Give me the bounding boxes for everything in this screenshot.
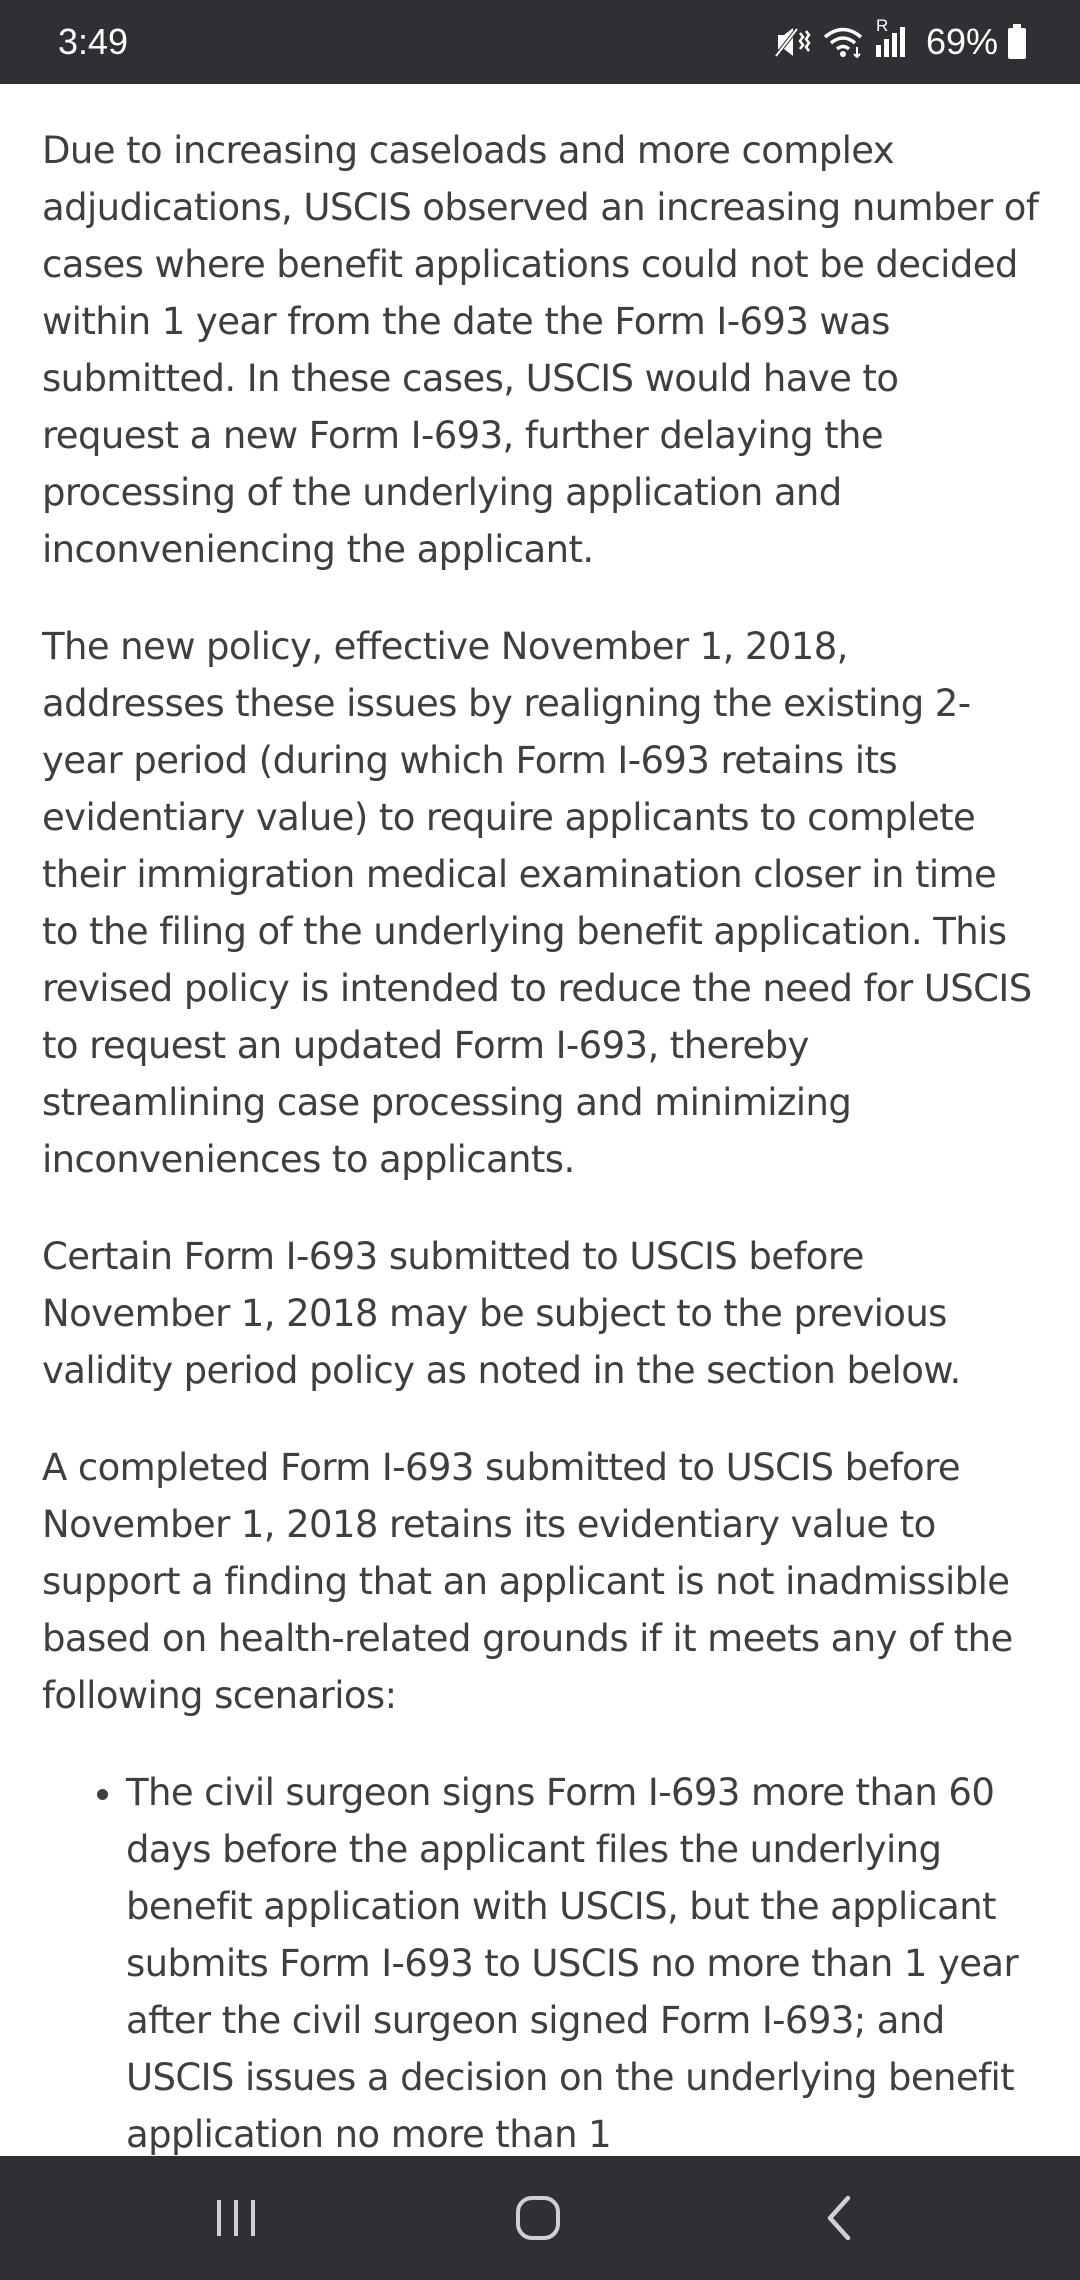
battery-icon [1006, 24, 1028, 60]
back-icon [820, 2194, 860, 2242]
wifi-icon [822, 25, 864, 59]
roaming-badge: R [875, 16, 889, 35]
article-scroll-view[interactable] [0, 84, 1080, 2156]
cell-signal-icon [874, 16, 908, 59]
status-bar [0, 0, 1080, 84]
navigation-bar [0, 2156, 1080, 2280]
recent-apps-icon [211, 2196, 261, 2240]
status-time: 3:49 [58, 21, 129, 62]
home-button[interactable] [506, 2186, 570, 2250]
article-paragraph: Due to increasing caseloads and more complex adjudications, USCIS observed an increasing number of cases where benefit applications could not be decided within 1 year from the date the Form I-693 was submitted. In these cases, USCIS would have to request a new Form I-693, further delaying the processing of the underlying application and inconveniencing the applicant. [42, 129, 1039, 571]
mute-vibrate-icon [774, 25, 812, 59]
recent-apps-button[interactable] [204, 2186, 268, 2250]
article-paragraph: The new policy, effective November 1, 2018, addresses these issues by realigning the existing 2-year period (during which Form I-693 retains its evidentiary value) to require applicants to complete their immigration medical examination closer in time to the filing of the underlying benefit application. This revised policy is intended to reduce the need for USCIS to request an updated Form I-693, thereby streamlining case processing and minimizing inconveniences to applicants. [42, 625, 1032, 1181]
article-paragraph: A completed Form I-693 submitted to USCIS before November 1, 2018 retains its evidentiary value to support a finding that an applicant is not inadmissible based on health-related grounds if it meets any of the following scenarios: [42, 1446, 1013, 1717]
scenario-list [42, 1764, 1040, 2156]
article-paragraph: Certain Form I-693 submitted to USCIS before November 1, 2018 may be subject to the previous validity period policy as noted in the section below. [42, 1235, 961, 1392]
battery-percent: 69% [925, 21, 998, 62]
list-item: • The civil surgeon signs Form I-693 more than 60 days before the applicant files the underlying benefit application with USCIS, but the applicant submits Form I-693 to USCIS no more than 1 year after the civil surgeon signed Form I-693; and USCIS issues a decision on the underlying benefit application no more than 1 [126, 1764, 1040, 2156]
status-icons [774, 16, 1028, 64]
back-button[interactable] [808, 2186, 872, 2250]
home-icon [514, 2194, 562, 2242]
article-body [0, 84, 1080, 2156]
